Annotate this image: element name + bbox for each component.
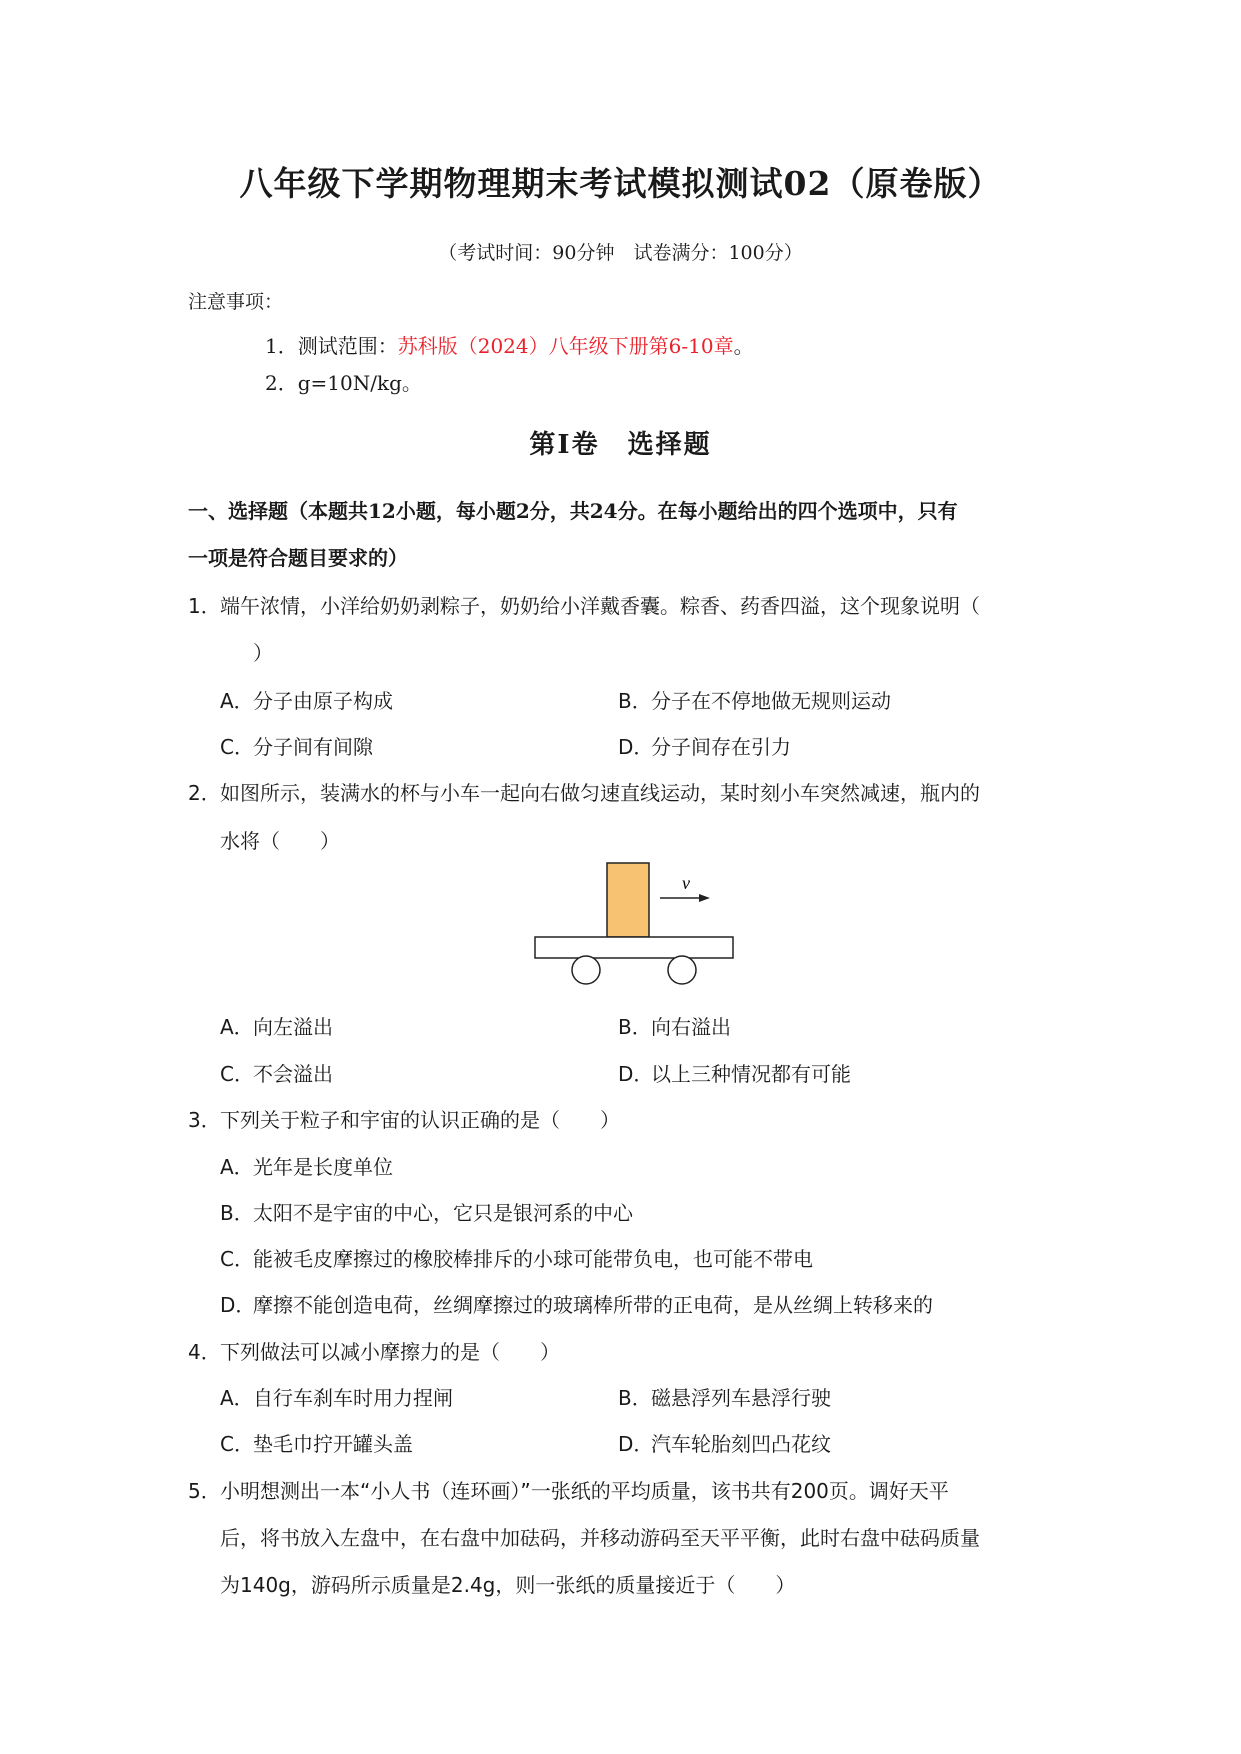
question-number: 1．	[188, 594, 221, 618]
option-text: 汽车轮胎刻凹凸花纹	[651, 1432, 831, 1456]
option-label: B．	[220, 1201, 254, 1225]
option-label: C．	[220, 1062, 254, 1086]
option-label: B．	[618, 1386, 652, 1410]
option-d	[618, 1428, 831, 1457]
option-text: 垫毛巾拧开罐头盖	[253, 1432, 413, 1456]
part-heading-line2: 一项是符合题目要求的）	[188, 546, 408, 570]
option-text: 自行车刹车时用力捏闸	[253, 1386, 453, 1410]
option-label: A．	[220, 1155, 254, 1179]
velocity-arrowhead	[699, 894, 710, 902]
part-heading-line1: 一、选择题（本题共12小题，每小题2分，共24分。在每小题给出的四个选项中，只有	[188, 499, 958, 523]
option-text: 向右溢出	[651, 1015, 731, 1039]
cart-wheel-right	[668, 956, 696, 984]
option-a	[220, 1151, 393, 1180]
question-5	[188, 1475, 949, 1504]
option-c	[220, 731, 373, 760]
question-2-line2: 水将（ ）	[220, 829, 340, 853]
section-title: 第Ⅰ卷 选择题	[529, 430, 712, 460]
option-label: C．	[220, 735, 254, 759]
option-label: C．	[220, 1432, 254, 1456]
option-text: 分子在不停地做无规则运动	[651, 689, 891, 713]
notice-heading: 注意事项：	[188, 291, 284, 313]
question-5-line2: 后，将书放入左盘中，在右盘中加砝码，并移动游码至天平平衡，此时右盘中砝码质量	[220, 1526, 980, 1550]
option-a	[220, 1382, 453, 1411]
question-number: 2．	[188, 781, 221, 805]
cart-wheel-left	[572, 956, 600, 984]
option-label: A．	[220, 689, 254, 713]
option-text: 不会溢出	[253, 1062, 333, 1086]
option-label: D．	[618, 1062, 654, 1086]
cart-cup-figure	[530, 860, 740, 990]
option-b	[220, 1197, 633, 1226]
document-title: 八年级下学期物理期末考试模拟测试02（原卷版）	[239, 164, 1002, 203]
option-a	[220, 1011, 333, 1040]
question-text: 下列做法可以减小摩擦力的是（ ）	[220, 1340, 560, 1364]
option-label: C．	[220, 1247, 254, 1271]
question-5-line3: 为140g，游码所示质量是2.4g，则一张纸的质量接近于（ ）	[220, 1573, 796, 1597]
option-label: A．	[220, 1386, 254, 1410]
question-2	[188, 777, 980, 806]
cart-body	[535, 937, 733, 958]
option-c	[220, 1058, 333, 1087]
option-text: 分子间有间隙	[253, 735, 373, 759]
option-label: A．	[220, 1015, 254, 1039]
option-label: B．	[618, 689, 652, 713]
notice-suffix: 。	[733, 334, 754, 358]
option-b	[618, 1382, 831, 1411]
option-text: 分子间存在引力	[651, 735, 791, 759]
option-c	[220, 1243, 813, 1272]
option-label: D．	[220, 1293, 256, 1317]
option-d	[220, 1289, 933, 1318]
question-3	[188, 1104, 620, 1133]
option-text: 磁悬浮列车悬浮行驶	[651, 1386, 831, 1410]
option-c	[220, 1428, 413, 1457]
question-text: 下列关于粒子和宇宙的认识正确的是（ ）	[220, 1108, 620, 1132]
question-text: 如图所示，装满水的杯与小车一起向右做匀速直线运动，某时刻小车突然减速，瓶内的	[220, 781, 980, 805]
option-a	[220, 685, 393, 714]
question-number: 4．	[188, 1340, 221, 1364]
water-cup	[607, 863, 649, 937]
question-number: 3．	[188, 1108, 221, 1132]
option-label: D．	[618, 1432, 654, 1456]
notice-item-1	[265, 330, 754, 359]
question-4	[188, 1336, 560, 1365]
option-b	[618, 1011, 731, 1040]
option-b	[618, 685, 891, 714]
option-text: 分子由原子构成	[253, 689, 393, 713]
question-1-line2: ）	[253, 641, 273, 665]
option-d	[618, 1058, 851, 1087]
question-1	[188, 590, 980, 619]
question-text: 端午浓情，小洋给奶奶剥粽子，奶奶给小洋戴香囊。粽香、药香四溢，这个现象说明（	[220, 594, 980, 618]
velocity-label: v	[682, 873, 690, 893]
notice-item-2	[265, 367, 422, 396]
option-label: B．	[618, 1015, 652, 1039]
option-text: 摩擦不能创造电荷，丝绸摩擦过的玻璃棒所带的正电荷，是从丝绸上转移来的	[253, 1293, 933, 1317]
option-text: 以上三种情况都有可能	[651, 1062, 851, 1086]
question-number: 5．	[188, 1479, 221, 1503]
option-text: 能被毛皮摩擦过的橡胶棒排斥的小球可能带负电，也可能不带电	[253, 1247, 813, 1271]
option-text: 太阳不是宇宙的中心，它只是银河系的中心	[253, 1201, 633, 1225]
notice-prefix: 2．g=10N/kg。	[265, 371, 422, 395]
option-d	[618, 731, 791, 760]
exam-info: （考试时间：90分钟 试卷满分：100分）	[438, 242, 803, 264]
option-text: 向左溢出	[253, 1015, 333, 1039]
option-label: D．	[618, 735, 654, 759]
notice-prefix: 1．测试范围：	[265, 334, 398, 358]
question-text: 小明想测出一本“小人书（连环画）”一张纸的平均质量，该书共有200页。调好天平	[220, 1479, 949, 1503]
option-text: 光年是长度单位	[253, 1155, 393, 1179]
notice-scope-highlight: 苏科版（2024）八年级下册第6-10章	[397, 334, 734, 358]
